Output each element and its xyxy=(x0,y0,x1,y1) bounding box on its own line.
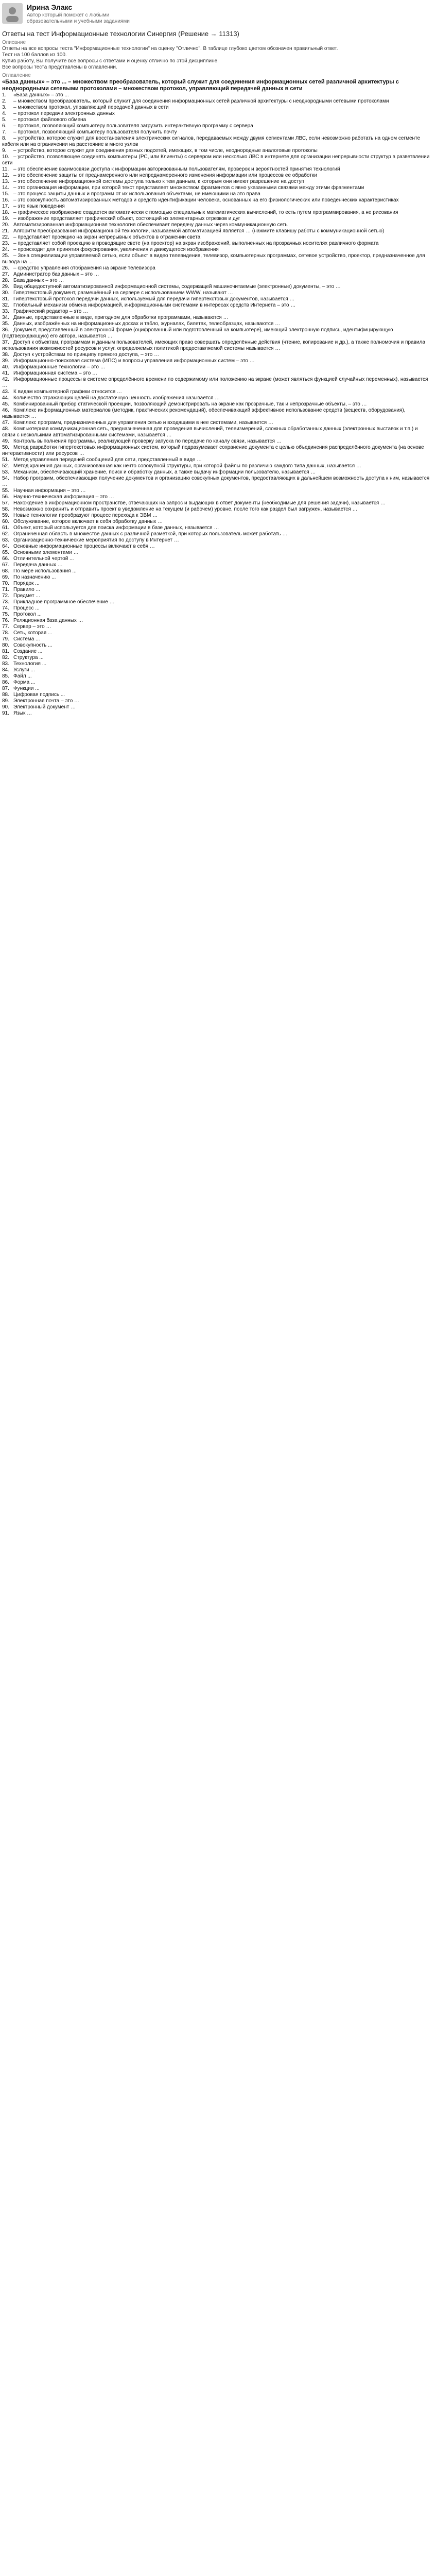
toc-item[interactable] xyxy=(2,519,431,525)
toc-item[interactable] xyxy=(2,488,431,494)
toc-item-text: – протокол файлового обмена xyxy=(13,117,86,123)
toc-item-number: 23. xyxy=(2,241,9,246)
toc-item-number: 16. xyxy=(2,197,9,203)
toc-item[interactable] xyxy=(2,129,431,135)
tests-count: Тест на 100 баллов из 100. xyxy=(2,52,67,58)
toc-item-text: Количество отражающих целей на достаточную ценность изображения называется … xyxy=(13,395,220,401)
toc-item-text: – протокол передачи электронных данных xyxy=(13,111,115,116)
author-box xyxy=(27,3,150,25)
toc-item-number: 77. xyxy=(2,624,9,630)
toc-item-text: – это обеспечение взаимосвязи доступа к информации авторизованным пользователям, проверок и вероятностей принятия технологий xyxy=(13,166,340,172)
toc-item[interactable] xyxy=(2,686,431,692)
toc-item-number: 5. xyxy=(2,117,7,123)
table-of-contents xyxy=(2,92,431,717)
toc-item[interactable] xyxy=(2,352,431,358)
toc-item[interactable] xyxy=(2,692,431,698)
toc-item-number: 82. xyxy=(2,655,9,660)
toc-item[interactable] xyxy=(2,191,431,197)
toc-item[interactable] xyxy=(2,494,431,500)
toc-item-number: 46. xyxy=(2,408,9,413)
toc-item-text: – средство управления отображения на экране телевизора xyxy=(13,265,155,271)
toc-item-number: 15. xyxy=(2,191,9,197)
author-header xyxy=(2,3,431,25)
buy-text: Купив работу, Вы получите все вопросы с ответами и оценку отлично по этой дисциплине. xyxy=(2,58,219,64)
toc-item[interactable] xyxy=(2,500,431,506)
toc-item-text: – устройство, которое служит для восстановления электрических сигналов, передаваемых между двумя сегментами ЛВС, если невозможно работать на одном сегменте кабеля или на ограничении на расстояние в много узлов xyxy=(2,135,421,147)
toc-item-number: 50. xyxy=(2,445,9,450)
toc-item-number: 20. xyxy=(2,222,9,228)
toc-item-number: 42. xyxy=(2,377,9,382)
toc-item-text: База данных – это … xyxy=(13,278,64,283)
toc-item-number: 55. xyxy=(2,488,9,494)
toc-item-number: 12. xyxy=(2,173,9,178)
toc-item-number: 19. xyxy=(2,216,9,222)
toc-item[interactable] xyxy=(2,642,431,649)
toc-item-number: 54. xyxy=(2,476,9,481)
toc-item-text: Гипертекстовый протокол передачи данных, используемый для передачи гипертекстовых документов, называется … xyxy=(13,296,295,302)
toc-item[interactable] xyxy=(2,296,431,302)
toc-item-text: Основные информационные процессы включают в себя … xyxy=(13,544,155,549)
page-title: Ответы на тест Информационные технологии Синергия (Решение → 11313) xyxy=(2,30,239,38)
toc-item[interactable] xyxy=(2,587,431,593)
toc-item-text: – протокол, позволяющий компьютеру пользователя загрузить интерактивную программу с сервера xyxy=(13,123,253,129)
toc-item-number: 68. xyxy=(2,568,9,574)
toc-item[interactable] xyxy=(2,253,431,265)
toc-item-number: 2. xyxy=(2,98,7,104)
toc-item-number: 59. xyxy=(2,513,9,518)
toc-item-number: 62. xyxy=(2,531,9,537)
toc-item-text: Информационные технологии – это … xyxy=(13,364,106,370)
toc-item-text: Цифровая подпись ... xyxy=(13,692,65,698)
toc-item-text: Компьютерная коммуникационная сеть, предназначенная для проведения вычислений, телеизмерений, сложных обработанных данных (электронных выставок и т.п.) и связи с несколькими автоматизированными системами, называется … xyxy=(2,426,418,438)
toc-item-number: 83. xyxy=(2,661,9,667)
toc-item-number: 76. xyxy=(2,618,9,623)
toc-item[interactable] xyxy=(2,612,431,618)
toc-item[interactable] xyxy=(2,618,431,624)
toc-item-text: Реляционная база данных … xyxy=(13,618,83,623)
toc-item-text: Графический редактор – это … xyxy=(13,309,89,314)
toc-item-text: Услуги ... xyxy=(13,667,35,673)
toc-item-number: 57. xyxy=(2,500,9,506)
toc-item-text: Научная информация – это … xyxy=(13,488,86,494)
toc-item[interactable] xyxy=(2,377,431,389)
toc-item-text: Организационно-технические мероприятия по доступу в Интернет … xyxy=(13,537,179,543)
toc-item-number: 64. xyxy=(2,544,9,549)
toc-item[interactable] xyxy=(2,667,431,673)
toc-item-text: Структура ... xyxy=(13,655,44,660)
toc-item-number: 84. xyxy=(2,667,9,673)
toc-item[interactable] xyxy=(2,173,431,179)
toc-item[interactable] xyxy=(2,544,431,550)
toc-item-text: Невозможно сохранить и отправить проект в уведомление на текущем (и рабочем) уровне, после того как раздел был загружен, называется … xyxy=(13,506,358,512)
toc-item[interactable] xyxy=(2,636,431,642)
toc-item[interactable] xyxy=(2,525,431,531)
toc-item-text: Система ... xyxy=(13,636,40,642)
toc-item-text: Электронный документ … xyxy=(13,704,76,710)
toc-item-text: – это обеспечение защиты от преднамеренного или непреднамеренного изменения информации или процессов ее обработки xyxy=(13,173,317,178)
toc-item[interactable] xyxy=(2,574,431,581)
toc-item[interactable] xyxy=(2,661,431,667)
toc-item-text: Данных, изображённых на информационных досках и табло, журналах, билетах, телеобразцах, называются … xyxy=(13,321,281,327)
toc-item-text: Документ, представленный в электронной форме (оцифрованный или подготовленный на компьютере), имеющий электронную подпись, идентифицирующую (подтверждающую) его автора, называется … xyxy=(2,327,393,339)
toc-item[interactable] xyxy=(2,358,431,364)
toc-item-text: Форма ... xyxy=(13,680,36,685)
toc-item-text: Электронная почта – это … xyxy=(13,698,80,704)
toc-item-text: Ограниченная область в множестве данных с различной разметкой, при которых пользователь может работать … xyxy=(13,531,288,537)
toc-item-number: 24. xyxy=(2,247,9,252)
toc-item-text: Функции ... xyxy=(13,686,40,691)
toc-item-number: 89. xyxy=(2,698,9,704)
toc-item-text: Технология ... xyxy=(13,661,47,667)
toc-item-text: Комбинированный прибор статической проекции, позволяющий демонстрировать на экране как прозрачные, так и непрозрачные объекты, – это … xyxy=(13,401,367,407)
toc-item[interactable] xyxy=(2,278,431,284)
toc-item-number: 51. xyxy=(2,457,9,463)
toc-item[interactable] xyxy=(2,438,431,445)
toc-intro: «База данных» – это ... – множеством преобразователь, который служит для соединения информационных сетей различной архитектуры с неоднородными сетевыми протоколами – множеством протокол, управляющий передачей данных в сети xyxy=(2,79,399,92)
toc-item-text: Прикладное программное обеспечение … xyxy=(13,599,115,605)
toc-item[interactable] xyxy=(2,698,431,704)
toc-item-text: Контроль выполнения программы, реализующей проверку запуска по передаче по каналу связи, называется … xyxy=(13,438,282,444)
toc-item-number: 35. xyxy=(2,321,9,327)
toc-item-number: 80. xyxy=(2,642,9,648)
toc-item-number: 69. xyxy=(2,574,9,580)
toc-item-text: Метод хранения данных, организованная как нечто совокупной структуры, при которой файлы по различию каждого типа данных, называется … xyxy=(13,463,361,469)
toc-item-number: 9. xyxy=(2,148,7,154)
toc-item-number: 44. xyxy=(2,395,9,401)
toc-item-number: 74. xyxy=(2,605,9,611)
toc-item[interactable] xyxy=(2,98,431,105)
toc-item-number: 52. xyxy=(2,463,9,469)
toc-item-text: Новые технологии преобразуют процесс перехода к ЭВМ … xyxy=(13,513,158,518)
toc-item-number: 87. xyxy=(2,686,9,691)
toc-item-number: 17. xyxy=(2,204,9,209)
toc-item-number: 81. xyxy=(2,649,9,654)
toc-item-text: – это совокупность автоматизированных методов и средств идентификации человека, основанных на его физиологических или поведенческих характеристиках xyxy=(13,197,399,203)
toc-item-text: – устройство, позволяющее соединять компьютеры (РС, или Клиенты) с сервером или несколько ЛВС в интернете для организации непрерывности структур в разветвлении сети xyxy=(2,154,430,166)
toc-item[interactable] xyxy=(2,228,431,234)
toc-item-text: Метод управления передачей сообщений для сети, представленный в виде … xyxy=(13,457,202,463)
toc-item[interactable] xyxy=(2,166,431,173)
toc-item-number: 39. xyxy=(2,358,9,364)
toc-item[interactable] xyxy=(2,309,431,315)
toc-item-text: Комплекс информационных материалов (методик, практических рекомендаций), обеспечивающий эффективное использование средств (веществ, оборудования), называется … xyxy=(2,408,406,419)
toc-item-number: 65. xyxy=(2,550,9,555)
toc-item-number: 37. xyxy=(2,340,9,345)
toc-item[interactable] xyxy=(2,272,431,278)
toc-item[interactable] xyxy=(2,655,431,661)
toc-item-number: 63. xyxy=(2,537,9,543)
toc-item-text: Метод разработки гипертекстовых информационных систем, который подразумевает сохранение документа с целью объединения распределённого документа (на основе интерактивности) или ресурсов … xyxy=(2,445,424,456)
toc-item[interactable] xyxy=(2,241,431,247)
toc-item-number: 6. xyxy=(2,123,7,129)
toc-item[interactable] xyxy=(2,389,431,395)
toc-item[interactable] xyxy=(2,531,431,537)
toc-item[interactable] xyxy=(2,290,431,296)
toc-item[interactable] xyxy=(2,247,431,253)
author-name[interactable]: Ирина Элакс xyxy=(27,3,73,11)
toc-item-text: Глобальный механизм обмена информацией, информационными системами в интересах средств Интернета – это … xyxy=(13,302,296,308)
toc-item[interactable] xyxy=(2,370,431,377)
toc-item-text: Доступ к устройствам по принципу прямого доступа, – это … xyxy=(13,352,160,358)
page xyxy=(0,0,436,727)
toc-item-text: Передача данных … xyxy=(13,562,63,568)
toc-item-text: – множеством преобразователь, который служит для соединения информационных сетей различной архитектуры с неоднородными сетевыми протоколами xyxy=(13,98,389,104)
toc-item[interactable] xyxy=(2,185,431,191)
toc-item-text: – протокол, позволяющий компьютеру пользователя получить почту xyxy=(13,129,177,135)
toc-item-number: 60. xyxy=(2,519,9,524)
toc-item-number: 79. xyxy=(2,636,9,642)
toc-item-number: 31. xyxy=(2,296,9,302)
toc-item-number: 30. xyxy=(2,290,9,296)
toc-item[interactable] xyxy=(2,408,431,420)
toc-item-number: 38. xyxy=(2,352,9,358)
toc-item-text: «База данных» – это ... xyxy=(13,92,69,98)
toc-item[interactable] xyxy=(2,506,431,513)
toc-item[interactable] xyxy=(2,197,431,204)
toc-item[interactable] xyxy=(2,426,431,438)
toc-item[interactable] xyxy=(2,581,431,587)
toc-item-number: 13. xyxy=(2,179,9,184)
toc-item[interactable] xyxy=(2,364,431,370)
toc-item[interactable] xyxy=(2,704,431,710)
toc-item[interactable] xyxy=(2,476,431,488)
toc-item-text: Научно-техническая информация – это … xyxy=(13,494,114,500)
toc-item[interactable] xyxy=(2,123,431,129)
toc-item[interactable] xyxy=(2,265,431,272)
toc-item[interactable] xyxy=(2,92,431,98)
toc-item[interactable] xyxy=(2,624,431,630)
toc-item-text: – представляет собой проекцию в проводящие свете (на проектор) на экран изображений, выполненных на прозрачных носителях различного формата xyxy=(13,241,379,246)
toc-item-number: 18. xyxy=(2,210,9,215)
toc-item[interactable] xyxy=(2,445,431,457)
toc-item-text: Доступ к объектам, программам и данным пользователей, имеющих право совершать определённые действия (чтение, копирование и др.), а также полномочия и правила использования возможностей ресурсов и услуг, определяемых политикой предоставляемой системы называется … xyxy=(2,340,425,351)
toc-item-number: 21. xyxy=(2,228,9,234)
toc-item-text: Создание ... xyxy=(13,649,43,654)
toc-item-text: – это процесс защиты данных и программ от их использования объектами, не имеющими на это права xyxy=(13,191,260,197)
toc-item-number: 91. xyxy=(2,710,9,716)
toc-item-number: 22. xyxy=(2,234,9,240)
toc-item-number: 61. xyxy=(2,525,9,531)
toc-item-number: 72. xyxy=(2,593,9,599)
toc-item-text: Процесс ... xyxy=(13,605,40,611)
toc-item-number: 43. xyxy=(2,389,9,395)
toc-item[interactable] xyxy=(2,469,431,476)
toc-item[interactable] xyxy=(2,680,431,686)
toc-item[interactable] xyxy=(2,562,431,568)
toc-item-number: 48. xyxy=(2,426,9,432)
toc-item-number: 90. xyxy=(2,704,9,710)
toc-item[interactable] xyxy=(2,179,431,185)
toc-item[interactable] xyxy=(2,593,431,599)
toc-item-text: Порядок ... xyxy=(13,581,40,586)
toc-item-text: Основными элементами … xyxy=(13,550,79,555)
toc-item-text: Информационная система – это … xyxy=(13,370,98,376)
toc-item[interactable] xyxy=(2,630,431,636)
toc-item-text: Сеть, которая ... xyxy=(13,630,53,636)
toc-item-text: Язык … xyxy=(13,710,32,716)
toc-item-number: 10. xyxy=(2,154,9,160)
toc-item[interactable] xyxy=(2,222,431,228)
toc-item[interactable] xyxy=(2,148,431,154)
toc-item-number: 26. xyxy=(2,265,9,271)
toc-item[interactable] xyxy=(2,216,431,222)
toc-item-text: Предмет ... xyxy=(13,593,40,599)
toc-item[interactable] xyxy=(2,556,431,562)
toc-item-text: Обслуживание, которое включает в себя обработку данных … xyxy=(13,519,163,524)
toc-item-number: 75. xyxy=(2,612,9,617)
toc-item[interactable] xyxy=(2,234,431,241)
toc-label: Оглавление xyxy=(2,73,31,78)
toc-item-text: Объект, который используется для поиска информации в базе данных, называется … xyxy=(13,525,219,531)
toc-item-number: 73. xyxy=(2,599,9,605)
toc-item-number: 33. xyxy=(2,309,9,314)
toc-item[interactable] xyxy=(2,568,431,574)
toc-item-number: 25. xyxy=(2,253,9,259)
toc-item[interactable] xyxy=(2,154,431,166)
toc-item[interactable] xyxy=(2,673,431,680)
toc-item-number: 70. xyxy=(2,581,9,586)
toc-item-number: 7. xyxy=(2,129,7,135)
toc-item-text: По мере использования ... xyxy=(13,568,77,574)
toc-item[interactable] xyxy=(2,605,431,612)
toc-item-text: – устройство, которое служит для соединения разных подсетей, имеющих, в том числе, неоднородные аналоговые протоколы xyxy=(13,148,318,154)
toc-item-number: 88. xyxy=(2,692,9,698)
toc-item-number: 66. xyxy=(2,556,9,562)
toc-item-text: – представляет проекцию на экран непрерывных объектов в отражении света xyxy=(13,234,201,240)
toc-item-text: Совокупность ... xyxy=(13,642,53,648)
toc-item[interactable] xyxy=(2,204,431,210)
toc-item-number: 3. xyxy=(2,105,7,110)
toc-item-text: Отличительной чертой ... xyxy=(13,556,74,562)
toc-item-number: 32. xyxy=(2,302,9,308)
toc-item-text: Автоматизированная информационная технология обеспечивает передачу данных через коммуникационную сеть xyxy=(13,222,288,228)
toc-item-number: 8. xyxy=(2,135,7,141)
toc-item-number: 27. xyxy=(2,272,9,277)
toc-item[interactable] xyxy=(2,395,431,401)
toc-item[interactable] xyxy=(2,463,431,469)
toc-item-text: Данные, представленные в виде, пригодном для обработки программами, называются … xyxy=(13,315,229,320)
toc-item-text: – это организация информации, при которой текст представляет множеством фрагментов с явно указанными связями между этими фрагментами xyxy=(13,185,364,191)
toc-item[interactable] xyxy=(2,111,431,117)
toc-item-number: 34. xyxy=(2,315,9,320)
toc-item-text: Файл ... xyxy=(13,673,32,679)
toc-list xyxy=(2,92,431,717)
toc-item-number: 78. xyxy=(2,630,9,636)
toc-item-number: 45. xyxy=(2,401,9,407)
toc-item[interactable] xyxy=(2,649,431,655)
toc-item-number: 49. xyxy=(2,438,9,444)
toc-item-text: – графическое изображение создается автоматически с помощью специальных математических вычислений, то есть путем программирования, а не рисования xyxy=(13,210,398,215)
toc-item[interactable] xyxy=(2,105,431,111)
toc-item-number: 29. xyxy=(2,284,9,290)
toc-item[interactable] xyxy=(2,315,431,321)
toc-item-text: Вид общедоступной автоматизированной информационной системы, содержащей машиночитаемые (электронные) документы, – это … xyxy=(13,284,341,290)
toc-item[interactable] xyxy=(2,513,431,519)
toc-item-text: Механизм, обеспечивающий хранение, поиск и обработку данных, а также выдачу информации пользователю, называется … xyxy=(13,469,316,475)
avatar-icon xyxy=(2,3,23,24)
all-questions-text: Все вопросы теста представлены в оглавлении. xyxy=(2,64,117,70)
toc-item-text: – изображение представляет графический объект, состоящий из элементарных отрезков и дуг xyxy=(13,216,240,222)
toc-item[interactable] xyxy=(2,302,431,309)
toc-item-text: К видам компьютерной графики относится … xyxy=(13,389,122,395)
toc-item-text: Набор программ, обеспечивающих получение документов и организацию совокупных документов, предоставляющих в дальнейшем возможность доступа к ним, называется … xyxy=(2,476,430,487)
toc-item[interactable] xyxy=(2,327,431,340)
toc-item-number: 53. xyxy=(2,469,9,475)
toc-item-number: 41. xyxy=(2,370,9,376)
toc-item[interactable] xyxy=(2,210,431,216)
toc-item[interactable] xyxy=(2,420,431,426)
toc-item-text: Информационно-поисковая система (ИПС) и вопросы управления информационных систем – это … xyxy=(13,358,255,364)
toc-item[interactable] xyxy=(2,284,431,290)
toc-item-number: 71. xyxy=(2,587,9,592)
toc-item-text: По назначению ... xyxy=(13,574,56,580)
avatar[interactable] xyxy=(2,3,23,24)
toc-item-text: Администратор баз данных – это … xyxy=(13,272,99,277)
toc-item[interactable] xyxy=(2,117,431,123)
toc-item-number: 47. xyxy=(2,420,9,426)
toc-item-number: 58. xyxy=(2,506,9,512)
toc-item-text: Комплекс программ, предназначенных для управления сетью и входящими в нее системами, называется … xyxy=(13,420,273,426)
toc-item[interactable] xyxy=(2,537,431,544)
toc-item-text: – это обеспечение информационной системы доступа только к тем данным, к которым они имеют разрешение на доступ xyxy=(13,179,304,184)
toc-item-number: 86. xyxy=(2,680,9,685)
toc-item[interactable] xyxy=(2,135,431,148)
toc-item-text: – Зона специализации управляемой сетью, если объект в видео телевидения, телевизор, компьютерных программах, сетевое устройство, проектор, предназначенное для вывода на ... xyxy=(2,253,425,265)
toc-item[interactable] xyxy=(2,550,431,556)
toc-item-number: 28. xyxy=(2,278,9,283)
toc-item[interactable] xyxy=(2,710,431,717)
toc-item-text: – это язык поведения xyxy=(13,204,65,209)
toc-item[interactable] xyxy=(2,340,431,352)
toc-item[interactable] xyxy=(2,599,431,605)
author-description: Автор который поможет с любыми образовательными и учебными заданиями xyxy=(27,12,130,24)
toc-item-text: Нахождение в информационном пространстве, отвечающих на запрос и выдающих в ответ документы (необходимые для решения задачи), называется … xyxy=(13,500,386,506)
toc-item-number: 85. xyxy=(2,673,9,679)
toc-item[interactable] xyxy=(2,321,431,327)
toc-item-text: Информационные процессы в системе определённого времени по содержимому или положению на экране (может являться функцией случайных переменных), называется … xyxy=(2,377,428,388)
toc-item-number: 40. xyxy=(2,364,9,370)
toc-item[interactable] xyxy=(2,401,431,408)
toc-item-number: 67. xyxy=(2,562,9,568)
description-text: Ответы на все вопросы теста "Информационные технологии" на оценку "Отлично". В таблице глубоко цветом обозначен правильный ответ. xyxy=(2,46,338,52)
toc-item-text: Сервер – это … xyxy=(13,624,51,630)
toc-item-text: Алгоритм преобразования информационной технологии, называемой автоматизацией является … (нажмите клавишу работы с коммуникационной сетью) xyxy=(13,228,385,234)
description-label: Описание xyxy=(2,40,26,45)
toc-item-number: 11. xyxy=(2,166,9,172)
toc-item-number: 56. xyxy=(2,494,9,500)
toc-item-number: 36. xyxy=(2,327,9,333)
toc-item-text: Гипертекстовый документ, размещённый на сервере с использованием WWW, называют … xyxy=(13,290,233,296)
toc-item-number: 14. xyxy=(2,185,9,191)
toc-item-text: – множеством протокол, управляющий передачей данных в сети xyxy=(13,105,169,110)
toc-item-text: – происходит для принятия фокусирования, увеличения и движущегося изображения xyxy=(13,247,219,252)
toc-item-number: 1. xyxy=(2,92,7,98)
toc-item[interactable] xyxy=(2,457,431,463)
toc-item-text: Протокол ... xyxy=(13,612,42,617)
toc-item-text: Правило ... xyxy=(13,587,40,592)
toc-item-number: 4. xyxy=(2,111,7,116)
